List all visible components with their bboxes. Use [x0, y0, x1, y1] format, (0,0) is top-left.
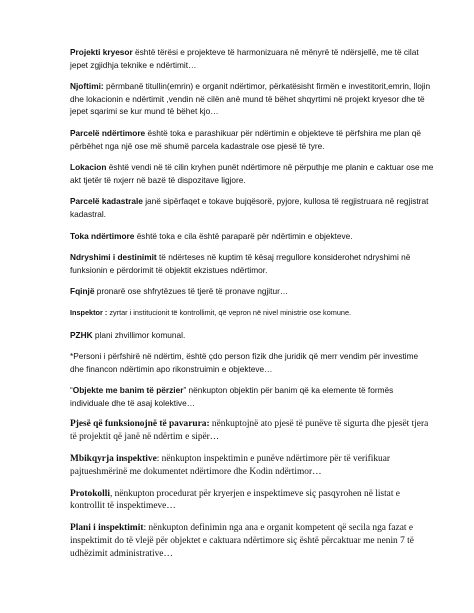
definition-text: pronarë ose shfrytëzues të tjerë të pronave ngjitur…: [94, 286, 289, 297]
term: Projekti kryesor: [70, 47, 133, 57]
definition-toka-ndertimore: [70, 230, 434, 243]
definition-pjese-funksionojne: [70, 418, 434, 444]
definition-fqinje: [70, 285, 434, 298]
definition-text: përmbanë titullin(emrin) e organit ndërtimor, përkatësisht firmën e investitorit,emrin, llojin dhe lokacionin e ndërtimit ,vendin në cilën anë mund të bëhet shqyrtimi në projekt kryesor dhe të jepet sqarimi se kur mund të bëhet kjo…: [70, 81, 431, 117]
definition-text: nënkupton objektin për banim që ka elemente të formës individuale dhe të asaj kolektive…: [70, 385, 394, 408]
definition-objekte-banim-perzier: [70, 384, 434, 409]
term: Plani i inspektimit: [70, 523, 144, 534]
definition-inspektor: [70, 307, 434, 320]
term: Parcelë ndërtimore: [70, 127, 146, 138]
term: Toka ndërtimore: [70, 230, 135, 241]
definition-text: : nënkupton inspektimin e punëve ndërtimore për të verifikuar pajtueshmërinë me dokumentet ndërtimore dhe Kodin ndërtimor…: [70, 454, 390, 477]
definition-ndryshimi-destinimit: [70, 251, 434, 276]
close-quote: ”: [183, 385, 187, 396]
definition-text: është vendi në të cilin kryhen punët ndërtimore në përputhje me planin e caktuar ose me akt tjetër të nxjerr në bazë të dispozitave ligjore.: [70, 162, 434, 185]
term: Mbikqyrja inspektive: [70, 454, 157, 465]
definition-text: është toka e cila është paraparë për ndërtimin e objekteve.: [134, 230, 353, 241]
definition-projekti-kryesor: [70, 46, 434, 71]
definition-lokacion: [70, 161, 434, 186]
term: PZHK: [70, 329, 93, 340]
definition-parcele-ndertimore: [70, 127, 434, 152]
definition-pzhk: [70, 329, 434, 342]
definition-protokolli: [70, 488, 434, 514]
term: Ndryshimi i destinimit: [70, 252, 157, 263]
term: Fqinjë: [70, 286, 95, 297]
definition-parcele-kadastrale: [70, 195, 434, 220]
definition-text: zyrtar i institucionit të kontrollimit, që vepron në nivel ministrie ose komune.: [107, 307, 352, 317]
term: Inspektor :: [70, 307, 108, 317]
term: Lokacion: [70, 162, 107, 173]
term: Pjesë që funksionojnë të pavarura:: [70, 419, 210, 430]
definition-personi-perfshire: [70, 350, 434, 375]
definition-text: : nënkupton definimin nga ana e organit kompetent që secila nga fazat e inspektimit do të vlejë për objektet e caktuara ndërtimore siç është përcaktuar me nenin 7 të udhëzimit administrative…: [70, 523, 414, 559]
definition-njoftimi: [70, 80, 434, 118]
term: Parcelë kadastrale: [70, 196, 143, 207]
definition-text: të ndërteses në kuptim të kësaj rregullore konsiderohet ndryshimi në funksionin e përdorimit të objektit ekzistues ndërtimor.: [70, 252, 411, 275]
definition-text: është tërësi e projekteve të harmonizuara në mënyrë të ndërsjellë, me të cilat jepet zgjidhja teknike e ndërtimit…: [70, 47, 419, 70]
definition-text: janë sipërfaqet e tokave bujqësorë, pyjore, kullosa të regjistruara në regjistrat kadastral.: [70, 196, 429, 219]
open-quote: “: [70, 385, 73, 396]
term: Objekte me banim të përzier: [72, 385, 184, 396]
definition-plani-inspektimit: [70, 522, 434, 560]
definition-text: nënkuptojnë ato pjesë të punëve të sigurta dhe pjesët tjera të projektit që janë në ndërtim e sipër…: [70, 419, 429, 443]
definition-text: *Personi i përfshirë në ndërtim, është çdo person fizik dhe juridik që merr vendim për investime dhe financon ndërtimin apo rikonstruimin e objekteve…: [70, 351, 419, 374]
definition-mbikqyrja-inspektive: [70, 453, 434, 479]
term: Njoftimi:: [70, 81, 104, 92]
definition-text: , nënkupton procedurat për kryerjen e inspektimeve siç pasqyrohen në listat e kontrollit të inspektimeve…: [70, 488, 400, 512]
term: Protokolli: [70, 488, 110, 499]
definition-text: është toka e parashikuar për ndërtimin e objekteve të përfshira me plan që përbëhet nga një ose më shumë parcela kadastrale ose pjesë të tyre.: [70, 127, 421, 151]
definition-text: plani zhvillimor komunal.: [92, 329, 186, 340]
